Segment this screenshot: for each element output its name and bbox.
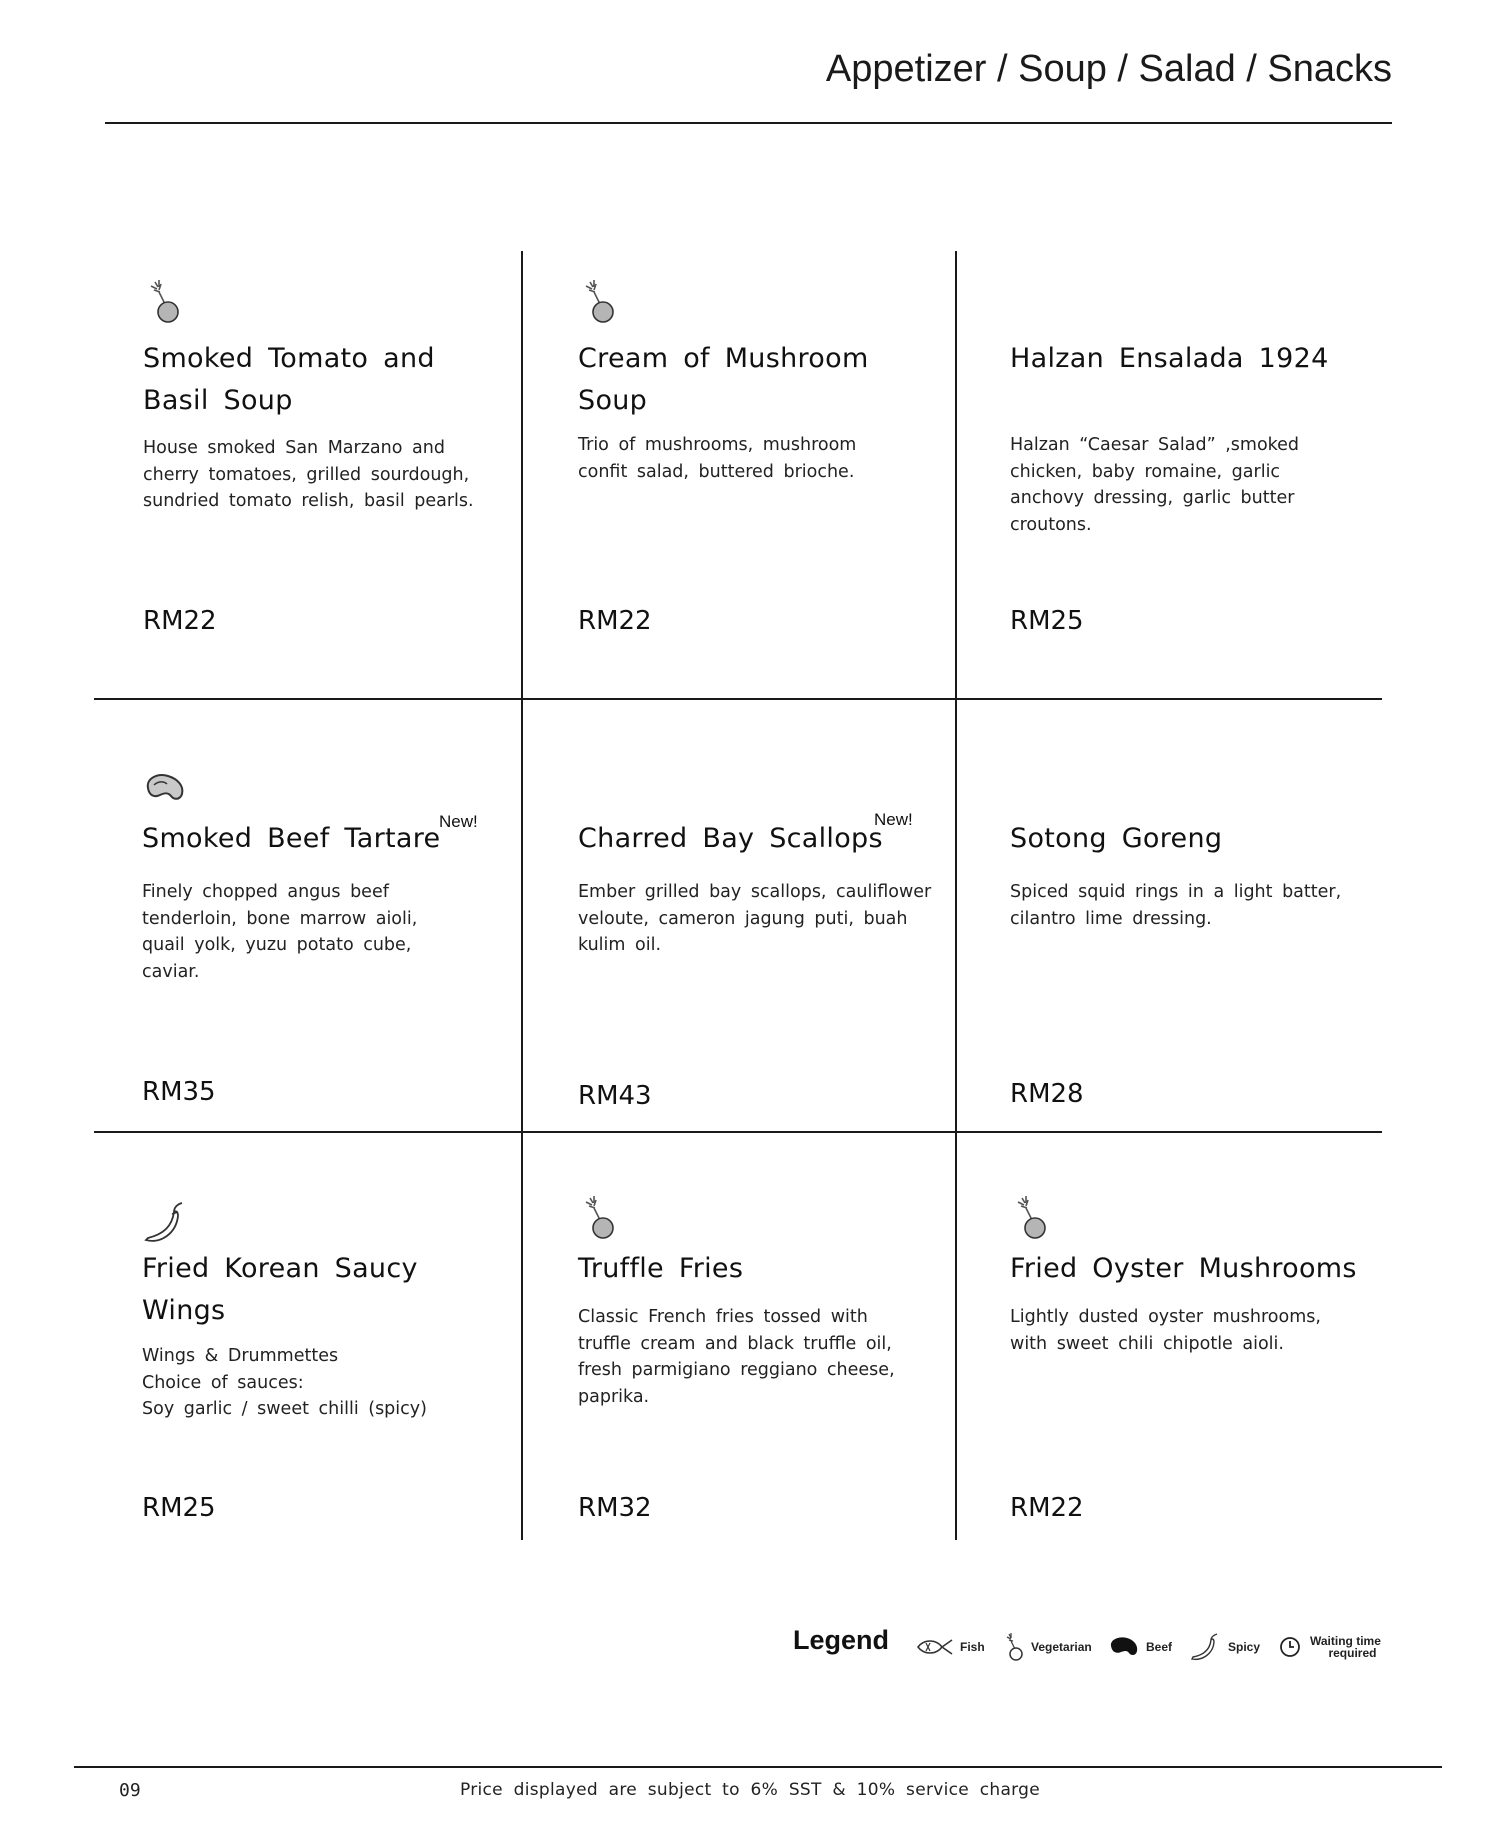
dish-price: RM22 (143, 606, 217, 636)
dish-description: Ember grilled bay scallops, cauliflower veloute, cameron jagung puti, buah kulim oil. (578, 882, 932, 955)
vegetarian-icon (143, 278, 187, 326)
dish-description: Trio of mushrooms, mushroom confit salad, buttered brioche. (578, 435, 857, 482)
clock-icon (1278, 1635, 1302, 1659)
legend-title: Legend (793, 1625, 890, 1655)
menu-item (143, 278, 503, 658)
menu-item (578, 1194, 938, 1540)
legend-spicy (1190, 1630, 1260, 1664)
dish-name: Sotong Goreng (1010, 823, 1223, 854)
legend-label (1310, 1635, 1381, 1659)
grid-line (94, 1131, 1382, 1133)
page-number: 09 (119, 1780, 141, 1801)
dish-description: Finely chopped angus beef tenderloin, bone marrow aioli, quail yolk, yuzu potato cube, caviar. (142, 882, 418, 982)
new-badge: New! (439, 812, 478, 831)
dish-name: Truffle Fries (578, 1253, 744, 1284)
dish-description: Halzan “Caesar Salad” ,smoked chicken, baby romaine, garlic anchovy dressing, garlic butter croutons. (1010, 435, 1300, 535)
dish-description: Classic French fries tossed with truffle cream and black truffle oil, fresh parmigiano reggiano cheese, paprika. (578, 1307, 895, 1407)
header-divider (105, 122, 1392, 124)
legend-label-line: Waiting time (1310, 1634, 1381, 1648)
menu-item (1010, 770, 1370, 1120)
dish-description: Wings & Drummettes Choice of sauces: Soy garlic / sweet chilli (spicy) (142, 1346, 427, 1419)
dish-price: RM22 (1010, 1493, 1084, 1523)
menu-item (142, 770, 502, 1120)
vegetarian-icon (1003, 1632, 1025, 1662)
fish-icon (916, 1636, 954, 1658)
dish-name: Cream of Mushroom Soup (578, 343, 869, 416)
legend-fish (916, 1630, 985, 1664)
footer-divider (74, 1766, 1442, 1768)
dish-description: Spiced squid rings in a light batter, cilantro lime dressing. (1010, 882, 1342, 929)
beef-icon (1108, 1635, 1140, 1659)
dish-price: RM28 (1010, 1079, 1084, 1109)
beef-icon (142, 770, 188, 806)
dish-price: RM25 (1010, 606, 1084, 636)
spicy-icon (1190, 1632, 1222, 1662)
dish-description: House smoked San Marzano and cherry tomatoes, grilled sourdough, sundried tomato relish, basil pearls. (143, 438, 474, 511)
grid-line (955, 251, 957, 1540)
legend-waiting-time (1278, 1630, 1381, 1664)
dish-price: RM25 (142, 1493, 216, 1523)
legend-vegetarian (1003, 1630, 1092, 1664)
dish-name: Smoked Tomato and Basil Soup (143, 343, 435, 416)
legend-label: Vegetarian (1031, 1640, 1092, 1654)
vegetarian-icon (1010, 1194, 1054, 1242)
spicy-icon (142, 1200, 188, 1246)
page-title: Appetizer / Soup / Salad / Snacks (825, 48, 1392, 90)
menu-item (578, 770, 938, 1120)
dish-name: Smoked Beef Tartare (142, 823, 441, 854)
footer-note: Price displayed are subject to 6% SST & 10% service charge (459, 1780, 1041, 1800)
dish-price: RM43 (578, 1081, 652, 1111)
legend-label: Fish (960, 1640, 985, 1654)
menu-item (578, 278, 938, 658)
dish-price: RM22 (578, 606, 652, 636)
legend-label: Spicy (1228, 1640, 1261, 1654)
dish-description: Lightly dusted oyster mushrooms, with sweet chili chipotle aioli. (1010, 1307, 1321, 1354)
dish-name: Charred Bay Scallops (578, 823, 883, 854)
menu-item (1010, 278, 1370, 658)
dish-price: RM32 (578, 1493, 652, 1523)
legend-beef (1108, 1630, 1172, 1664)
dish-price: RM35 (142, 1077, 216, 1107)
new-badge: New! (874, 810, 913, 829)
vegetarian-icon (578, 1194, 622, 1242)
grid-line (94, 698, 1382, 700)
vegetarian-icon (578, 278, 622, 326)
menu-item (1010, 1194, 1370, 1540)
grid-line (521, 251, 523, 1540)
menu-item (142, 1200, 502, 1540)
legend-label-line: required (1328, 1646, 1377, 1660)
dish-name: Halzan Ensalada 1924 (1010, 343, 1329, 374)
legend-label: Beef (1146, 1640, 1173, 1654)
dish-name: Fried Korean Saucy Wings (142, 1253, 418, 1326)
dish-name: Fried Oyster Mushrooms (1010, 1253, 1357, 1284)
